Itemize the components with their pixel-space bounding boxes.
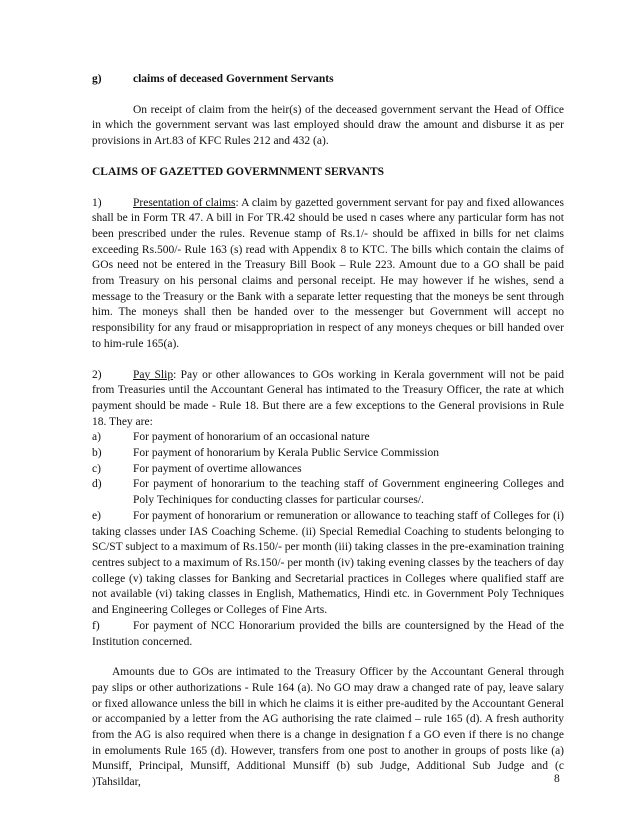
item-1-paragraph [92,196,564,353]
exception-e-paragraph [92,509,564,619]
page-number: 8 [554,773,560,785]
exception-text: For payment of honorarium of an occasional nature [133,431,370,444]
closing-paragraph: Amounts due to GOs are intimated to the Treasury Officer by the Accountant General through pay slips or other authorizations - Rule 164 (a). No GO may draw a changed rate of pay, leave salary or fixed allowance unless the bill in which he claims it is either pre-audited by the Accountant General or accompanied by a letter from the AG authorising the rate claimed – rule 165 (d). A fresh authority from the AG is also required when there is a change in designation f a GO even if there is no change in emoluments Rule 165 (d). However, transfers from one post to another in groups of posts like (a) Munsiff, Principal, Munsiff, Additional Munsiff (b) sub Judge, Additional Sub Judge and (c )Tahsildar, [92,666,564,789]
exception-f-text: For payment of NCC Honorarium provided the bills are countersigned by the Head of the Institution concerned. [92,619,564,648]
exception-marker: d) [92,478,102,491]
exception-f-paragraph [92,619,564,650]
section-g-heading [92,72,564,88]
exception-marker: c) [92,462,101,475]
section-g-title: claims of deceased Government Servants [133,73,334,85]
exception-item [92,462,564,478]
item-1-number: 1) [92,196,102,209]
exception-text: For payment of overtime allowances [133,462,302,475]
item-2-paragraph [92,368,564,431]
exception-item [92,446,564,462]
document-page [92,72,564,791]
item-2-title: Pay Slip [133,368,174,381]
exception-e-marker: e) [92,509,101,522]
exception-marker: b) [92,447,102,460]
section-g-number: g) [92,73,102,85]
exception-text: For payment of honorarium to the teaching staff of Government engineering Colleges and Poly Techiniques for conducting classes for particular courses/. [133,478,564,507]
exception-marker: a) [92,431,101,444]
item-1-title: Presentation of claims [133,196,236,209]
item-1-body: : A claim by gazetted government servant for pay and fixed allowances shall be in Form TR 47. A bill in For TR.42 should be used n cases where any particular form has not been prescribed under the rules. Revenue stamp of Rs.1/- should be affixed in bills for net claims exceeding Rs.500/- Rule 163 (s) read with Appendix 8 to KTC. The bills which contain the claims of GOs need not be entered in the Treasury Bill Book – Rule 223. Amount due to a GO shall be paid from Treasury on his personal claims and personal receipt. He may however if he wishes, send a message to the Treasury or the Bank with a separate letter requesting that the moneys be sent through him. The moneys shall then be handed over to the messenger but Government will accept no responsibility for any fraud or misappropriation in respect of any moneys cheques or bill handed over to him-rule 165(a). [92,196,564,350]
claims-heading: CLAIMS OF GAZETTED GOVERMNMENT SERVANTS [92,165,385,178]
exception-e-text: For payment of honorarium or remuneration or allowance to teaching staff of Colleges for (i) taking classes under IAS Coaching Scheme. (ii) Special Remedial Coaching to students belonging to SC/ST subject to a maximum of Rs.150/- per month (iii) taking classes in the pre-examination training centres subject to a maximum of Rs.150/- per month (iv) taking evening classes by the teachers of day college (v) taking classes for Banking and Secretarial practices in Colleges where qualified staff are not available (vi) taking classes in English, Mathematics, Hindi etc. in Government Poly Techniques and Engineering Colleges or Colleges of Fine Arts. [92,509,564,617]
section-g-body: On receipt of claim from the heir(s) of the deceased government servant the Head of Office in which the government servant was last employed should draw the amount and disburse it as per provisions in Art.83 of KFC Rules 212 and 432 (a). [92,103,564,148]
exception-f-marker: f) [92,619,100,632]
exception-text: For payment of honorarium by Kerala Public Service Commission [133,447,439,460]
item-2-body: : Pay or other allowances to GOs working in Kerala government will not be paid from Treasuries until the Accountant General has intimated to the Treasury Officer, the rate at which payment should be made - Rule 18. But there are a few exceptions to the General provisions in Rule 18. They are: [92,368,564,428]
exception-item [92,430,564,446]
exception-item [92,477,564,508]
item-2-number: 2) [92,368,102,381]
